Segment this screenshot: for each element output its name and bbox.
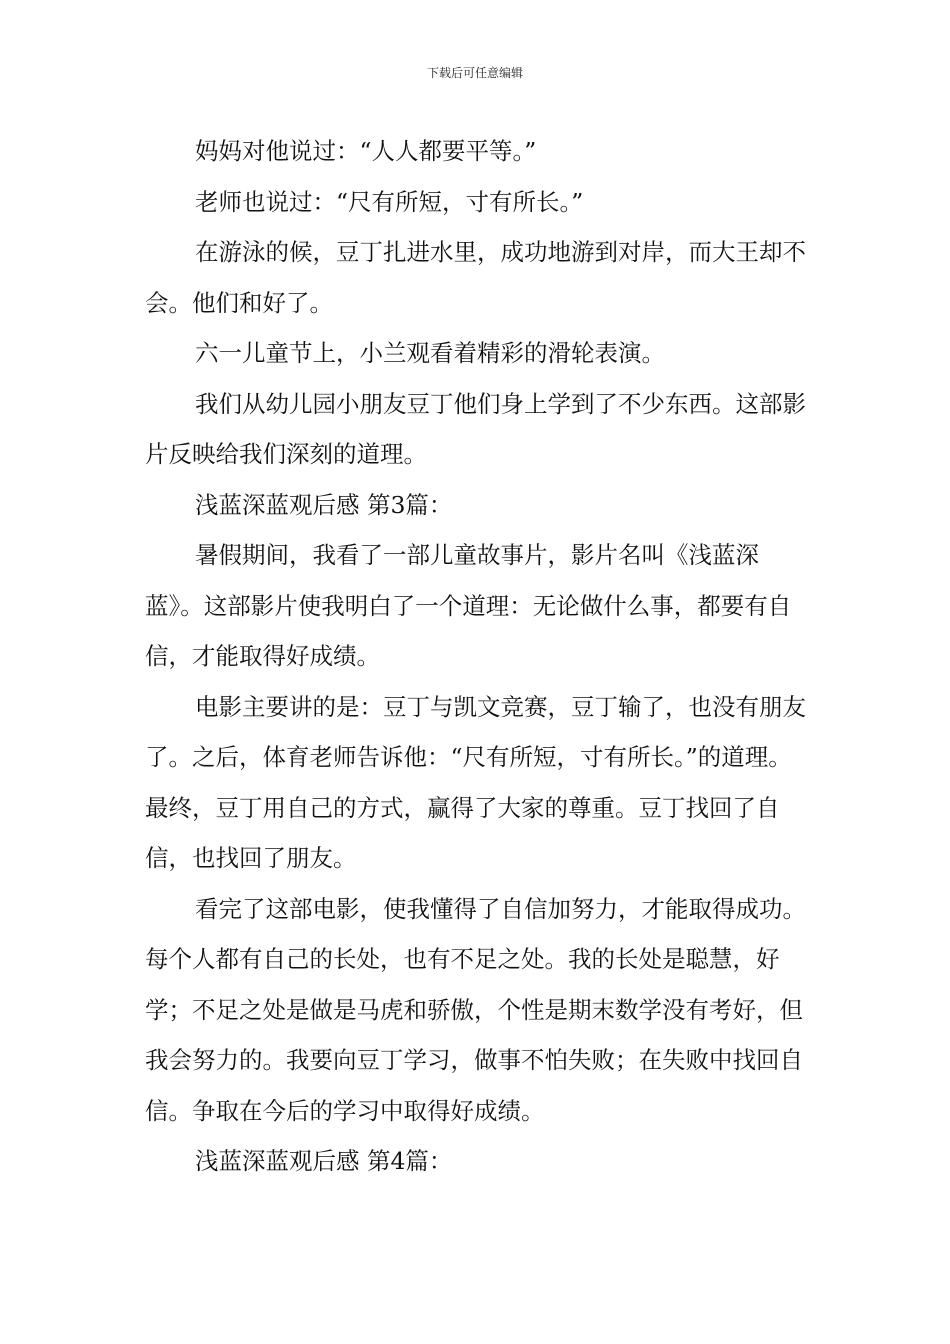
paragraph: 看完了这部电影，使我懂得了自信加努力，才能取得成功。每个人都有自己的长处，也有不足之处。我的长处是聪慧，好学；不足之处是做是马虎和骄傲，个性是期末数学没有考好，但我会努力的。我要向豆丁学习，做事不怕失败；在失败中找回自信。争取在今后的学习中取得好成绩。 xyxy=(145,894,806,1125)
paragraph: 暑假期间，我看了一部儿童故事片，影片名叫《浅蓝深蓝》。这部影片使我明白了一个道理：无论做什么事，都要有自信，才能取得好成绩。 xyxy=(145,541,792,670)
paragraph: 我们从幼儿园小朋友豆丁他们身上学到了不少东西。这部影片反映给我们深刻的道理。 xyxy=(145,389,806,468)
paragraph: 在游泳的候，豆丁扎进水里，成功地游到对岸，而大王却不会。他们和好了。 xyxy=(145,238,806,317)
section-heading: 浅蓝深蓝观后感 第3篇： xyxy=(195,490,453,519)
paragraph: 老师也说过：“尺有所短，寸有所长。” xyxy=(195,187,584,216)
paragraph: 六一儿童节上，小兰观看着精彩的滑轮表演。 xyxy=(195,339,665,367)
paragraph: 妈妈对他说过：“人人都要平等。” xyxy=(195,137,537,165)
section-heading: 浅蓝深蓝观后感 第4篇： xyxy=(195,1147,453,1175)
page-header: 下载后可任意编辑 xyxy=(426,66,523,80)
document-body xyxy=(145,126,810,1187)
paragraph: 电影主要讲的是：豆丁与凯文竞赛，豆丁输了，也没有朋友了。之后，体育老师告诉他：“尺有所短，寸有所长。”的道理。最终，豆丁用自己的方式，赢得了大家的尊重。豆丁找回了自信，也找回了朋友。 xyxy=(145,692,806,872)
